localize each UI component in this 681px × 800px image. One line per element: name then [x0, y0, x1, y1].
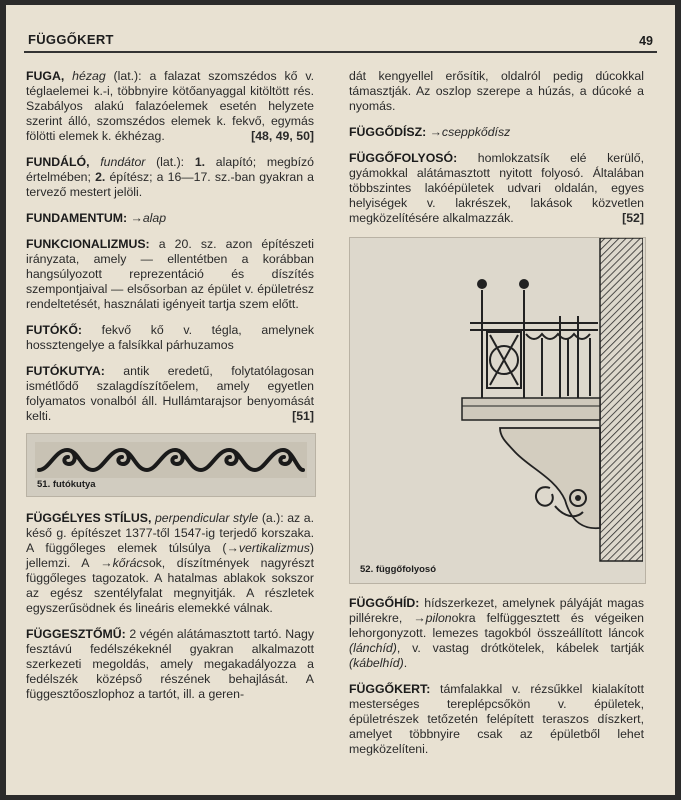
figure-caption: 52. függőfolyosó: [360, 564, 436, 575]
entry-futokutya: [26, 364, 314, 424]
entry-funkcionalizmus: [26, 237, 314, 312]
entry-fuggofolyoso: [349, 151, 644, 226]
cross-reference: kőrács: [112, 556, 149, 570]
sense-number: 2.: [95, 170, 106, 184]
term: perpendicular style: [154, 511, 259, 525]
entry-fuggelyes-stilus: [26, 511, 314, 616]
left-column: [26, 69, 314, 713]
figure-ref: [51]: [292, 409, 314, 423]
entry-fuggokert: [349, 682, 644, 757]
headword: FUNDAMENTUM:: [26, 211, 128, 225]
definition: építész; a 16—17. sz.-ban gyakran a tervező mestert jelöli.: [26, 170, 314, 199]
headword: FÜGGŐHÍD:: [349, 596, 420, 610]
headword: FÜGGŐFOLYOSÓ:: [349, 151, 458, 165]
running-header: FÜGGŐKERT: [28, 32, 114, 47]
headword: FUTÓKUTYA:: [26, 364, 105, 378]
right-column: [349, 69, 644, 768]
entry-fuga: [26, 69, 314, 144]
figure-ref: [52]: [622, 211, 644, 225]
punctuation: .: [403, 656, 408, 670]
cross-reference: vertikalizmus: [238, 541, 310, 555]
headword: FUNKCIONALIZMUS:: [26, 237, 150, 251]
term: (lánchíd): [349, 641, 397, 655]
headword: FÜGGŐDÍSZ:: [349, 125, 427, 139]
see-arrow: (→: [222, 541, 239, 555]
figure-ref: [48, 49, 50]: [251, 129, 314, 143]
term: (kábelhíd): [349, 656, 404, 670]
see-arrow: →: [426, 125, 442, 139]
cross-reference: pilon: [425, 611, 452, 625]
definition: (a.): az a. késő g. építészet 1377-től 1547-ig terjedő korszaka. A függőleges elemek túlsúlya: [26, 511, 314, 555]
headword: FÜGGÉLYES STÍLUS,: [26, 511, 152, 525]
entry-fuggesztomu: [26, 627, 314, 702]
definition: , v. vastag drótkötelek, kábelek tartják: [396, 641, 644, 655]
sense-number: 1.: [194, 155, 206, 169]
entry-fundamentum: [26, 211, 314, 226]
definition: homlokzatsík elé kerülő, gyámokkal alátámasztott nyitott folyosó. Általában többszintes lakóépületek udvari oldalán, egyes helyiségek v. lakrészek, lakások közvetlen megközelítésére alkalmazzák.: [349, 151, 644, 225]
punctuation: ): [309, 541, 314, 555]
headword: FUNDÁLÓ,: [26, 155, 90, 169]
definition: a 20. sz. azon építészeti irányzata, amely — ellentétben a korábban hangsúlyozott reprezentáció és díszítés szempontjaival — elsősorban az épület v. épületrész rendeltetését, használati igényeit tartja szem előtt.: [26, 237, 314, 311]
entry-continuation: dát kengyellel erősítik, oldalról pedig dúcokkal támasztják. Az oszlop szerepe a húzás, a dúcoké a nyomás.: [349, 69, 644, 113]
definition: okra felfüggesztett és végeiken lehorgonyzott. lemezes tagokból összeállított láncok: [349, 611, 644, 640]
cross-reference: cseppkődísz: [441, 125, 511, 139]
entry-fuggodisz: [349, 125, 644, 140]
page-number: 49: [639, 34, 653, 48]
definition: (lat.):: [145, 155, 195, 169]
running-dog-ornament-icon: [35, 442, 307, 478]
headword: FUGA,: [26, 69, 65, 83]
definition: jellemzi. A →: [26, 556, 113, 570]
term: fundátor: [100, 155, 146, 169]
term: hézag: [72, 69, 106, 83]
definition: ok, díszítmények nagyrészt függőleges tagozatok. A hatalmas ablakok sokszor az egész szentélyfalat megnyitják. A részletek egyszerűsödnek és lineáris elemekké válnak.: [26, 556, 314, 615]
entry-fuggohid: [349, 596, 644, 671]
headword: FÜGGESZTŐMŰ:: [26, 627, 126, 641]
definition: alapító; megbízó értelmében;: [26, 155, 314, 184]
figure-caption: 51. futókutya: [37, 479, 96, 490]
figure-51-running-dog: [26, 433, 316, 497]
hanging-gallery-illustration-icon: [350, 238, 643, 581]
figure-52-hanging-gallery: [349, 237, 646, 584]
definition: 2 végén alátámasztott tartó. Nagy fesztávú fedélszékeknél gyakran alkalmazott szerkezeti megoldás, amely megakadályozza a fedélszék középső részének behajlását. A függesztőoszlophoz a tartót, ill. a geren-: [26, 627, 314, 701]
entry-futoko: [26, 323, 314, 353]
header-rule: [24, 51, 657, 53]
page: [6, 5, 675, 795]
cross-reference: alap: [142, 211, 167, 225]
definition: (lat.): a falazat szomszédos kő v. téglaelemei k.-i, többnyire kötőanyaggal kitöltött rés. Szabályos alakú falazóelemek esetén helyzete szerint álló, szomszédos elemek k. fekvő, egymás fölötti elemek k. ékhézag.: [26, 69, 315, 143]
headword: FÜGGŐKERT:: [349, 682, 431, 696]
entry-fundalo: [26, 155, 314, 200]
definition: fekvő kő v. tégla, amelynek hossztengelye a falsíkkal párhuzamos: [26, 323, 314, 352]
definition: hídszerkezet, amelynek pályáját magas pillérekre, →: [349, 596, 644, 625]
headword: FUTÓKŐ:: [26, 323, 83, 337]
definition: támfalakkal v. rézsűkkel kialakított mesterséges tereplépcsőkön v. épületek, épületrészek tetőzetén felépített teraszos díszkert, amelyet többnyire csak az épületből lehet megközelíteni.: [349, 682, 644, 756]
see-arrow: →: [127, 211, 143, 225]
definition: antik eredetű, folytatólagosan ismétlődő szalagdíszítőelem, amely egyetlen folyamatos vonalból áll. Hullámtarajsor benyomását kelti.: [26, 364, 314, 423]
